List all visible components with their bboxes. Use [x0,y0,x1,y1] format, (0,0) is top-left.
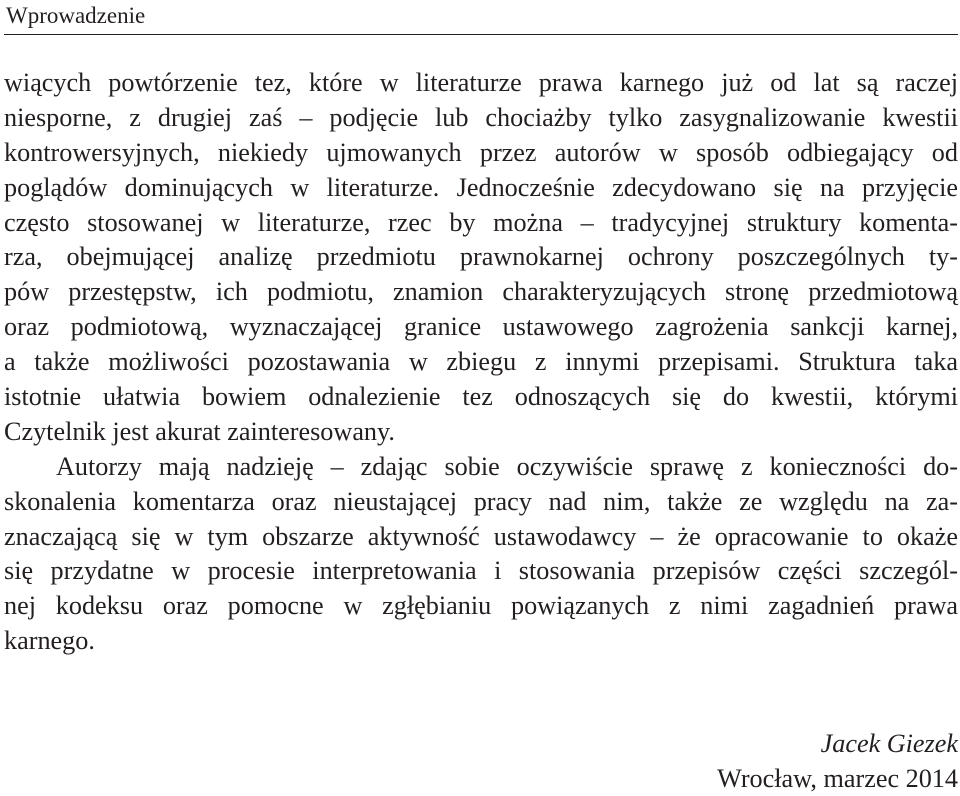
text-line: znaczającą się w tym obszarze aktywność ustawodawcy – że opracowanie to okaże [4,521,958,551]
header-rule [4,34,958,35]
text-line: niesporne, z drugiej zaś – podjęcie lub chociażby tylko zasygnalizowanie kwestii [4,102,958,132]
text-line: pów przestępstw, ich podmiotu, znamion charakteryzujących stronę przedmiotową [4,277,958,307]
text-line: istotnie ułatwia bowiem odnalezienie tez odnoszących się do kwestii, którymi [4,382,958,412]
text-line: Czytelnik jest akurat zainteresowany. [4,416,395,446]
text-line: wiących powtórzenie tez, które w literaturze prawa karnego już od lat są raczej [4,68,958,97]
text-line: rza, obejmującej analizę przedmiotu prawnokarnej ochrony poszczególnych ty- [4,242,958,272]
text-line: często stosowanej w literaturze, rzec by można – tradycyjnej struktury komenta- [4,207,958,237]
running-head: Wprowadzenie [6,3,146,28]
text-line: poglądów dominujących w literaturze. Jednocześnie zdecydowano się na przyjęcie [4,172,958,202]
text-line: Autorzy mają nadzieję – zdając sobie oczywiście sprawę z konieczności do- [56,451,958,481]
document-page [4,0,958,796]
text-line: się przydatne w procesie interpretowania i stosowania przepisów części szczegól- [4,556,958,586]
paragraph-2 [4,450,958,659]
text-line: oraz podmiotową, wyznaczającej granice ustawowego zagrożenia sankcji karnej, [4,312,958,342]
paragraph-1 [4,66,958,450]
text-line: a także możliwości pozostawania w zbiegu z innymi przepisami. Struktura taka [4,347,958,377]
signature-place-date: Wrocław, marzec 2014 [717,764,958,793]
text-line: karnego. [4,626,95,656]
text-line: kontrowersyjnych, niekiedy ujmowanych przez autorów w sposób odbiegający od [4,137,958,167]
text-line: nej kodeksu oraz pomocne w zgłębianiu powiązanych z nimi zagadnień prawa [4,591,958,621]
body-text [4,66,958,659]
signature-author: Jacek Giezek [820,729,958,758]
text-line: skonalenia komentarza oraz nieustającej pracy nad nim, także ze względu na za- [4,486,958,516]
